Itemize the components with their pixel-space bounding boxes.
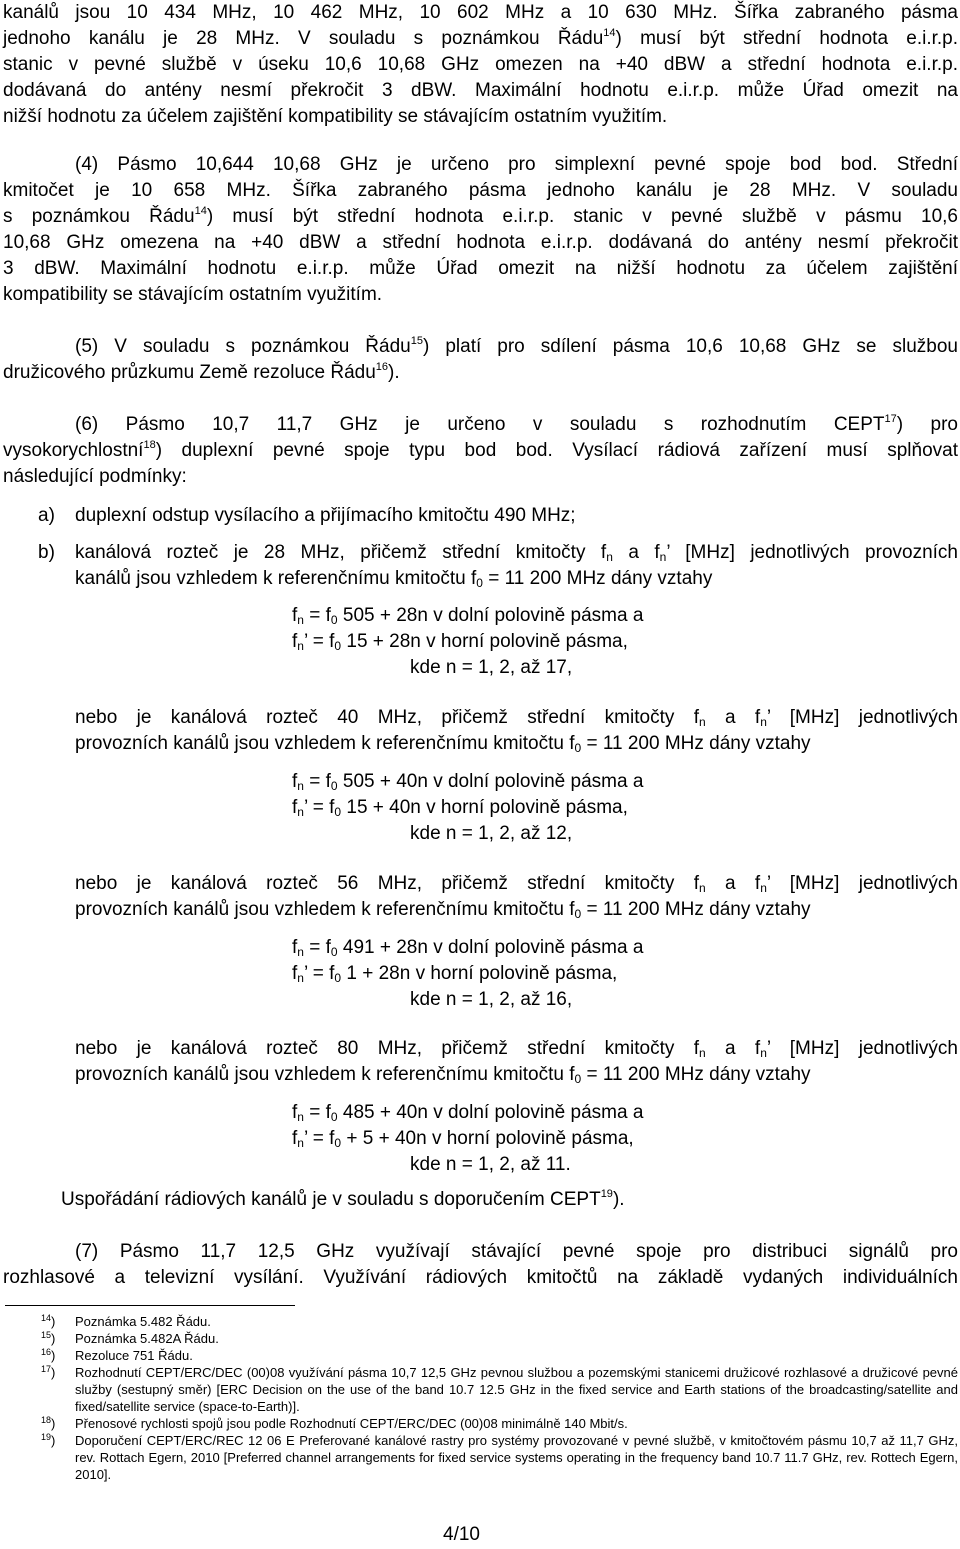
text-line: kmitočet je 10 658 MHz. Šířka zabraného pásma jednoho kanálu je 28 MHz. V souladu (3, 180, 958, 201)
formula-block-3: $f_n = f_0$ 491 + 28n v dolní polovině pásma a $f_n$’ = $f_0$ 1 + 28n v horní polovině pásma, kde n = 1, 2, až 16, (292, 937, 644, 1010)
list-label: a) (38, 505, 55, 526)
paragraph-7 (3, 1239, 958, 1291)
text-line: jednoho kanálu je 28 MHz. V souladu s poznámkou Řádu$^{14}$) musí být střední hodnota e.i.r.p. (3, 27, 958, 49)
list-item-a (3, 503, 958, 529)
formula-block-2: $f_n = f_0$ 505 + 40n v dolní polovině pásma a $f_n$’ = $f_0$ 15 + 40n v horní polovině pásma, kde n = 1, 2, až 12, (292, 771, 644, 844)
text-line: (5) V souladu s poznámkou Řádu$^{15}$) platí pro sdílení pásma 10,6 10,68 GHz se službou (75, 335, 958, 357)
alternative-40mhz: nebo je kanálová rozteč 40 MHz, přičemž střední kmitočty $f_n$ a $f_n$’ [MHz] jednotlivých provozních kanálů jsou vzhledem k referenčnímu kmitočtu $f_0 = 11$ 200 MHz dány vztahy (75, 707, 958, 755)
text-line: vysokorychlostní$^{18}$) duplexní pevné spoje typu bod bod. Vysílací rádiová zařízení musí splňovat (3, 439, 958, 461)
footnote-separator (5, 1305, 295, 1306)
text-line: kompatibility se stávajícím ostatním využitím. (3, 284, 383, 305)
text-line: kanálů jsou 10 434 MHz, 10 462 MHz, 10 602 MHz a 10 630 MHz. Šířka zabraného pásma (3, 2, 958, 23)
list-item-b (3, 540, 958, 592)
text-line: s poznámkou Řádu$^{14}$) musí být střední hodnota e.i.r.p. stanic v pevné službě v pásmu 10,6 (3, 205, 958, 227)
text-line: následující podmínky: (3, 466, 187, 487)
text-line: družicového průzkumu Země rezoluce Řádu$^{16}$). (3, 361, 400, 383)
text-line: 10,68 GHz omezena na +40 dBW a střední hodnota e.i.r.p. dodávaná do antény nesmí překročit (3, 232, 958, 253)
list-text: kanálová rozteč je 28 MHz, přičemž střední kmitočty $f_n$ a $f_n$’ [MHz] jednotlivých provozních kanálů jsou vzhledem k referenčnímu kmitočtu $f_0 = 11$ 200 MHz dány vztahy (75, 542, 958, 590)
text-line: (4) Pásmo 10,644 10,68 GHz je určeno pro simplexní pevné spoje bod bod. Střední (75, 154, 958, 175)
formula-block-4: $f_n = f_0$ 485 + 40n v dolní polovině pásma a $f_n$’ = $f_0 + 5 + 40n$ v horní polovině pásma, kde n = 1, 2, až 11. (292, 1102, 644, 1175)
paragraph-6 (3, 412, 958, 490)
text-line: (6) Pásmo 10,7 11,7 GHz je určeno v souladu s rozhodnutím CEPT$^{17}$) pro (75, 413, 958, 435)
footnote-17: $^{17}$) Rozhodnutí CEPT/ERC/DEC (00)08 využívání pásma 10,7 12,5 GHz pevnou službou a pozemskými stanicemi družicové rozhlasové a družicové pevné služby (sestupný směr) [ERC Decision on the use of the band 10.7 12.5 GHz in the fixed service and Earth stations of the broadcasting/satellite and fixed/satellite service (space-to-Earth)]. (41, 1364, 958, 1414)
paragraph-4 (3, 152, 958, 308)
text-line: dodávaná do antény nesmí překročit 3 dBW. Maximální hodnotu e.i.r.p. může Úřad omezit na (3, 80, 958, 101)
alternative-80mhz: nebo je kanálová rozteč 80 MHz, přičemž střední kmitočty $f_n$ a $f_n$’ [MHz] jednotlivých provozních kanálů jsou vzhledem k referenčnímu kmitočtu $f_0 = 11$ 200 MHz dány vztahy (75, 1038, 958, 1086)
text-line: rozhlasové a televizní vysílání. Využívání rádiových kmitočtů na základě vydaných individuálních (3, 1267, 958, 1288)
footnote-15: $^{15}$) Poznámka 5.482A Řádu. (41, 1330, 219, 1346)
list-label: b) (38, 542, 55, 563)
footnote-19: $^{19}$) Doporučení CEPT/ERC/REC 12 06 E Preferované kanálové rastry pro systémy provozované v pevné službě, v kmitočtovém pásmu 10,7 až 11,7 GHz, rev. Rottach Egern, 2010 [Preferred channel arrangements for fixed service systems operating in the frequency band 10.7 11.7 GHz, rev. Rottech Egern, 2010]. (41, 1432, 958, 1482)
alternative-56mhz: nebo je kanálová rozteč 56 MHz, přičemž střední kmitočty $f_n$ a $f_n$’ [MHz] jednotlivých provozních kanálů jsou vzhledem k referenčnímu kmitočtu $f_0 = 11$ 200 MHz dány vztahy (75, 873, 958, 921)
footnote-18: $^{18}$) Přenosové rychlosti spojů jsou podle Rozhodnutí CEPT/ERC/DEC (00)08 minimálně 140 Mbit/s. (41, 1415, 628, 1431)
footnote-16: $^{16}$) Rezoluce 751 Řádu. (41, 1347, 193, 1363)
page-number: 4/10 (443, 1524, 480, 1545)
channel-arrangement-note: Uspořádání rádiových kanálů je v souladu s doporučením CEPT$^{19}$). (61, 1188, 625, 1210)
list-text: duplexní odstup vysílacího a přijímacího kmitočtu 490 MHz; (75, 505, 576, 526)
formula-block-1: $f_n = f_0$ 505 + 28n v dolní polovině pásma a $f_n$’ = $f_0$ 15 + 28n v horní polovině pásma, kde n = 1, 2, až 17, (292, 605, 644, 678)
text-line: (7) Pásmo 11,7 12,5 GHz využívají stávající pevné spoje pro distribuci signálů pro (75, 1241, 958, 1262)
text-line: 3 dBW. Maximální hodnotu e.i.r.p. může Úřad omezit na nižší hodnotu za účelem zajištění (3, 258, 958, 279)
text-line: nižší hodnotu za účelem zajištění kompatibility se stávajícím ostatním využitím. (3, 106, 668, 127)
footnote-14: $^{14}$) Poznámka 5.482 Řádu. (41, 1313, 211, 1329)
paragraph-5 (3, 334, 958, 386)
text-line: stanic v pevné službě v úseku 10,6 10,68 GHz omezen na +40 dBW a střední hodnota e.i.r.p. (3, 54, 958, 75)
footnotes (5, 1313, 958, 1483)
intro-paragraph (3, 0, 958, 130)
